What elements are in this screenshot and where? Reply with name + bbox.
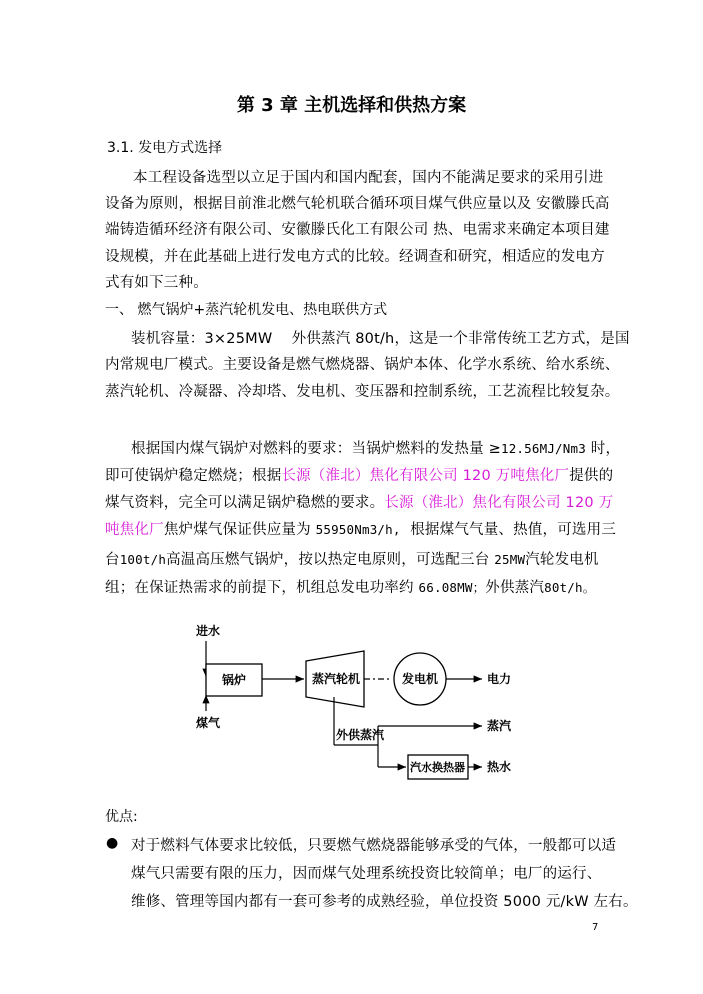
steam-output: 80t/h。 <box>544 580 596 595</box>
para3-l5-e: 汽轮发电机 <box>525 552 599 568</box>
generator-label: 发电机 <box>402 672 439 686</box>
external-steam-text: 外供蒸汽 80t/h，这是一个非常传统工艺方式，是国 <box>291 331 630 347</box>
para2-line1 <box>131 327 630 348</box>
bullet1-line2: 煤气只需要有限的压力，因而煤气处理系统投资比较简单；电厂的运行、 <box>131 866 602 882</box>
para3-l6-c: 外供蒸汽 <box>485 580 545 596</box>
heat-exchanger-label: 汽水换热器 <box>410 761 465 774</box>
bullet1-line1: 对于燃料气体要求比较低，只要燃气燃烧器能够承受的气体，一般都可以适 <box>131 838 617 854</box>
para1-line4: 设规模，并在此基础上进行发电方式的比较。经调查和研究，相适应的发电方 <box>105 249 605 265</box>
para3-l4-c: 根据煤气气量、热值，可选用三 <box>410 522 617 538</box>
capacity-text: 装机容量：3×25MW <box>131 331 273 347</box>
gas-supply-value: 55950Nm3/h, <box>315 522 401 537</box>
para3-line6 <box>105 576 595 597</box>
water-in-label: 进水 <box>196 624 221 638</box>
para3-l3-a: 煤气资料，完全可以满足锅炉稳燃的要求。 <box>105 495 385 511</box>
steam-label: 蒸汽 <box>487 719 512 733</box>
para3-l2-b: 提供的 <box>569 468 614 484</box>
total-power: 66.08MW； <box>418 580 486 595</box>
para3-l6-a: 组；在保证热需求的前提下，机组总发电功率约 <box>105 580 414 596</box>
para1-line3: 端铸造循环经济有限公司、安徽滕氏化工有限公司 热、电需求来确定本项目建 <box>105 222 610 238</box>
para2-line3: 蒸汽轮机、冷凝器、冷却塔、发电机、变压器和控制系统，工艺流程比较复杂。 <box>105 384 620 400</box>
company-highlight-1: 长源（淮北）焦化有限公司 120 万吨焦化厂 <box>281 468 570 484</box>
para3-l5-c: 高温高压燃气锅炉，按以热定电原则，可选配三台 <box>166 552 490 568</box>
method-heading: 一、 燃气锅炉+蒸汽轮机发电、热电联供方式 <box>105 302 388 318</box>
turbine-label: 蒸汽轮机 <box>312 672 361 686</box>
para1-line2: 设备为原则，根据目前淮北燃气轮机联合循环项目煤气供应量以及 安徽滕氏高 <box>105 196 610 212</box>
gas-in-label: 煤气 <box>196 716 221 730</box>
bullet-icon: ● <box>106 835 119 851</box>
bullet1-line3: 维修、管理等国内都有一套可参考的成熟经验，单位投资 5000 元/kW 左右。 <box>131 894 638 910</box>
external-steam-label: 外供蒸汽 <box>336 728 385 742</box>
process-flow-diagram <box>180 615 530 785</box>
chapter-title: 第 3 章 主机选择和供热方案 <box>236 95 467 116</box>
para3-line5 <box>105 548 599 569</box>
para3-l1-a: 根据国内煤气锅炉对燃料的要求：当锅炉燃料的发热量 ≥ <box>131 441 501 457</box>
para3-line3 <box>105 491 613 512</box>
para3-l2-a: 即可使锅炉稳定燃烧；根据 <box>105 468 282 484</box>
heat-value: 12.56MJ/Nm3 <box>500 441 586 456</box>
para3-line1 <box>131 437 620 458</box>
para3-line4 <box>105 518 616 539</box>
company-highlight-3: 吨焦化厂 <box>105 522 164 538</box>
para2-line2: 内常规电厂模式。主要设备是燃气燃烧器、锅炉本体、化学水系统、给水系统、 <box>105 357 620 373</box>
hot-water-label: 热水 <box>487 760 512 774</box>
power-label: 电力 <box>487 672 512 686</box>
section-heading: 3.1. 发电方式选择 <box>107 140 223 156</box>
para1-line1: 本工程设备选型以立足于国内和国内配套，国内不能满足要求的采用引进 <box>133 170 604 186</box>
advantages-label: 优点: <box>105 809 138 825</box>
page-number: 7 <box>592 922 599 933</box>
para3-l4-a: 焦炉煤气保证供应量为 <box>163 522 311 538</box>
boiler-capacity: 100t/h <box>119 552 167 567</box>
company-highlight-2: 长源（淮北）焦化有限公司 120 万 <box>384 495 614 511</box>
para3-l5-a: 台 <box>105 552 120 568</box>
unit-power: 25MW <box>494 552 526 567</box>
para1-line5: 式有如下三种。 <box>105 275 208 291</box>
para3-line2 <box>105 464 613 485</box>
para3-l1-c: 时， <box>590 441 621 457</box>
boiler-label: 锅炉 <box>222 673 247 687</box>
